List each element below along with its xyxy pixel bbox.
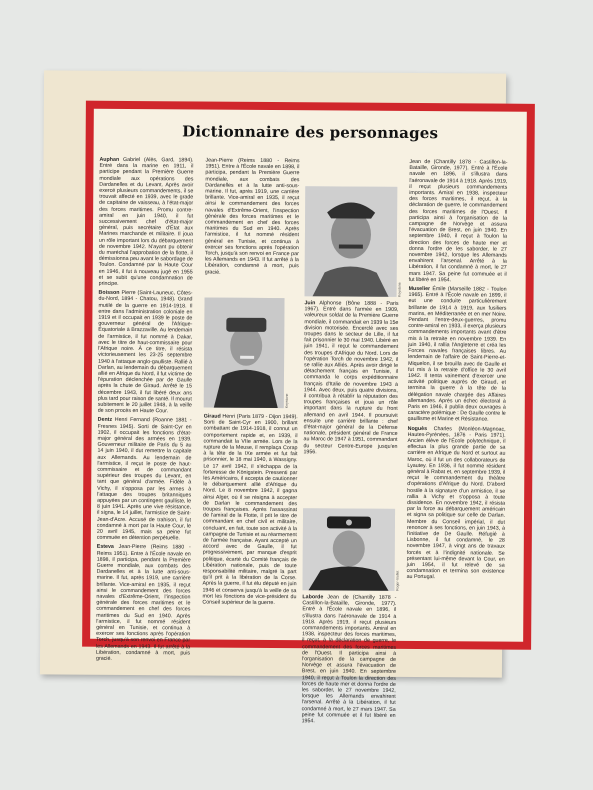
entry-name: Boisson (98, 290, 120, 297)
column-3-upper (303, 300, 398, 487)
entry-text: Jean de (Chantilly 1878 - Castillon-la-Bataille, Gironde, 1977). Entré à l'École navale en 1896, il s'illustra dans l'aéronavale de 1914 à 1918. Après 1919, il reçut plusieurs commandements importants. Amiral en 1938, inspecteur des forces maritimes, il reçut, à la déclaration de guerre, le commandement des forces maritimes de l'Ouest. Il participa ainsi à l'organisation de la campagne de Norvège et assura l'évacuation de Brest, en juin 1940. En septembre 1940, il reçut à Toulon la direction des forces de haute mer et donna l'ordre de les saborder, le 27 novembre 1942, lorsque les Allemands envahirent l'arsenal. Arrêté à la Libération, il fut condamné à mort, le 27 mars 1947. Sa peine fut commuée et il fut libéré en 1954. (301, 594, 397, 725)
photo-credit: Roger-Viollet (395, 570, 400, 591)
entry-juin (303, 300, 398, 456)
red-frame (82, 101, 535, 725)
entry-laborde-cont (409, 159, 508, 284)
entry-text: Charles (Monléon-Magnoac, Hautes-Pyrénées, 1876 - Paris 1971). Ancien élève de l'École polytechnique, il effectua la plus grande partie de sa carrière en Afrique du Nord et surtout au Maroc, où il fut un des collaborateurs de Lyautey. En 1936, il fut nommé résident général à Rabat et, en septembre 1939, il reçut le commandement du théâtre d'opérations d'Afrique du Nord. D'abord hostile à la signature d'un armistice, il se rallia à Vichy et s'opposa à toute dissidence. En novembre 1942, il résista par la force au débarquement américain et signa sa politique sur celle de Darlan. Membre du Conseil impérial, il dut renoncer à ses fonctions, en juin 1943, à l'initiative de De Gaulle. Réfugié à Lisbonne, il fut condamné, le 28 novembre 1947, à vingt ans de travaux forcés et à l'indignité nationale. Se présentant lui-même devant la Cour, en juin 1954, il fut relevé de sa condamnation et termina son existence au Portugal. (406, 425, 506, 581)
entry-esteva-cont (205, 158, 300, 277)
entry-text: Jean de (Chantilly 1878 - Castillon-la-Bataille, Gironde, 1977). Entré à l'École navale en 1896, il s'illustra dans l'aéronavale de 1914 à 1918. Après 1919, il reçut plusieurs commandements importants. Amiral en 1938, inspecteur des forces maritimes, il reçut, à la déclaration de guerre, le commandement des forces maritimes de l'Ouest. Il participa ainsi à l'organisation de la campagne de Norvège et assura l'évacuation de Brest, en juin 1940. En septembre 1940, il reçut à Toulon la direction des forces de haute mer et donna l'ordre de les saborder, le 27 novembre 1942, lorsque les Allemands envahirent l'arsenal. Arrêté à la Libération, il fut condamné à mort, le 27 mars 1947. Sa peine fut commuée et il fut libéré en 1954. (408, 158, 508, 284)
column-4 (406, 159, 507, 636)
entry-esteva (96, 544, 191, 663)
column-2-upper (205, 158, 300, 295)
entry-text: Gabriel (Alès, Gard, 1894). Entré dans la marine en 1911, il participe pendant la Première Guerre mondiale aux opérations des Dardanelles et du Levant. Après avoir exercé plusieurs commandements, il se trouvait affecté en 1939, avec le grade de capitaine de vaisseau, à l'état-major des forces maritimes. Promu contre-amiral en juin 1940, il fut successivement chef d'état-major général, puis secrétaire d'État aux Marines marchande et militaire. Il joua un rôle important lors du débarquement de novembre 1942. N'ayant pu obtenir du maréchal l'approbation de la flotte, il démissionna peu avant le sabordage de Toulon. Condamné par la Haute Cour en 1946, il fut à nouveau jugé en 1955 et se subit qu'une condamnation de principe. (98, 156, 194, 287)
entry-text: Émile (Marseille 1882 - Toulon 1965). Entré à l'École navale en 1899, il eut une conduite particulièrement brillante de 1914 à 1919, aux fusiliers marins, en Méditerranée et en mer Noire. Pendant l'entre-deux-guerres, promu contre-amiral en 1933, il exerça plusieurs commandements importants avant d'être mis à la retraite en novembre 1939. En juin 1940, il rallia l'Angleterre et créa les Forces navales françaises libres. Au lendemain de l'affaire de Saint-Pierre-et-Miquelon, il se brouilla avec de Gaulle et fut mis à la retraite d'office le 30 avril 1942. Il tenta vainement d'exercer une activité politique auprès de Giraud, et termina la guerre à la tête de la délégation navale chargée des Affaires allemandes. Après un échec électoral à Paris en 1946, il publia deux ouvrages à caractère polémique : De Gaulle contre le gaullisme et Marine et Résistance. (407, 286, 507, 423)
entry-giraud (202, 414, 297, 607)
column-3-lower (301, 594, 397, 725)
portrait-juin (305, 186, 398, 297)
entry-name: Muselier (408, 286, 431, 293)
laborde-photo-icon (302, 508, 395, 591)
column-1 (95, 156, 194, 662)
photo-credit: Keystone (284, 393, 289, 409)
column-2-lower (202, 414, 298, 631)
entry-boisson (98, 290, 193, 415)
entry-name: Juin (304, 300, 316, 307)
juin-photo-icon (305, 186, 398, 297)
entry-laborde (302, 594, 397, 725)
portrait-laborde (302, 508, 395, 591)
entry-auphan (99, 157, 194, 288)
entry-name: Giraud (203, 413, 221, 420)
entry-muselier (408, 286, 507, 423)
entry-dentz (97, 417, 192, 542)
entry-text: Alphonse (Bône 1888 - Paris 1967). Entré dans l'armée en 1909, valeureux soldat de la Première Guerre mondiale, il commandait en 1939 la 15e division motorisée. Encerclé avec ses troupes dans le secteur de Lille, il fut fait prisonnier le 30 mai 1940. Libéré en juin 1941, il reçut le commandement des troupes d'Afrique du Nord. Lors de l'opération Torch de novembre 1942, il se rallie aux Alliés. Après avoir dirigé le détachement français en Tunisie, il commanda le corps expéditionnaire français d'Italie de novembre 1943 à 1944. Avec deux, puis quatre divisions, il contribua à rétablir la réputation des troupes françaises et joua un rôle important dans la rupture du front allemand en avril 1944. Il poursuivit ensuite une carrière brillante : chef d'état-major général de la Défense nationale, président général de France au Maroc de 1947 à 1951, commandant du secteur Centre-Europe jusqu'en 1956. (303, 300, 399, 456)
photo-credit: Keystone (397, 282, 402, 297)
entry-name: Noguès (407, 425, 428, 432)
page-title: Dictionnaire des personnages (182, 122, 439, 143)
entry-name: Dentz (97, 417, 113, 424)
entry-nogues (407, 425, 506, 581)
giraud-photo-icon (204, 298, 285, 409)
entry-text: Jean-Pierre (Reims 1880 - Reims 1951). Entre à l'École navale en 1898, il participa, pendant la Première Guerre mondiale, aux combats des Dardanelles et à la lutte anti-sous-marine. Il fut, après 1919, une carrière brillante. Vice-amiral en 1935, il reçut ainsi le commandement des forces navales d'Extrême-Orient, l'inspection générale des forces maritimes et le commandement en chef des forces maritimes du Sud en 1940. Après l'armistice, il fut nommé résident général en Tunisie, et continua à exercer ses fonctions après l'opération Torch, jusqu'à son renvoi en France par les Allemands en 1943. Il fut arrêté à la Libération, condamné à mort, puis gracié. (95, 544, 191, 662)
portrait-giraud (204, 298, 285, 409)
entry-text: Jean-Pierre (Reims 1880 - Reims 1951). Entre à l'École navale en 1898, il participa, pendant la Première Guerre mondiale, aux combats des Dardanelles et à la lutte anti-sous-marine. Il fut, après 1919, une carrière brillante. Vice-amiral en 1935, il reçut ainsi le commandement des forces navales d'Extrême-Orient, l'inspection générale des forces maritimes et le commandement en chef des forces maritimes du Sud en 1940. Après l'armistice, il fut nommé résident général en Tunisie, et continua à exercer ses fonctions après l'opération Torch, jusqu'à son renvoi en France par les Allemands en 1943. Il fut arrêté à la Libération, condamné à mort, puis gracié. (204, 157, 300, 276)
entry-text: Henri (Paris 1879 - Dijon 1949). Sorti de Saint-Cyr en 1900, brillant combattant de 1914-1918, il connut un comportement rapide et, en 1939, il commandait la VIIe armée. Lors de la rupture de la Meuse, il remplaça Corap à la tête de la IXe armée et fut fait prisonnier, le 18 mai 1940, à Wassigny. Le 17 avril 1942, il s'échappa de la forteresse de Königstein. Pressenti par les Américains, il accepta de cautionner le débarquement allié d'Afrique du Nord. Le 8 novembre 1942, il gagna ainsi Alger, où il se résigna à accepter de Darlan le commandement des troupes françaises. Après l'assassinat de l'amiral de la Flotte, il prit le titre de commandant en chef civil et militaire, concluant, en fait, toute son activité à la campagne de Tunisie et au réarmement de l'armée française. Ayant accepté un accord avec de Gaulle, il fut progressivement, par manque d'esprit politique, écarté du Comité français de Libération nationale, puis de toute responsabilité militaire, malgré la part qu'il prit à la libération de la Corse. Après la guerre, il fut élu député en juin 1946 et conserva jusqu'à la veille de sa mort les fonctions de vice-président du Conseil supérieur de la guerre. (202, 413, 298, 607)
magazine-page (40, 70, 508, 725)
entry-text: Henri Fernand (Roanne 1881 - Fresnes 1945). Sorti de Saint-Cyr en 1902, il occupait les fonctions d'état-major général des armées en 1939. Gouverneur militaire de Paris du 5 au 14 juin 1940, il dut remettre la capitale aux Allemands. Au lendemain de l'armistice, il reçut le poste de haut-commissaire et de commandant supérieur des troupes du Levant, en tant que général d'armée. Fidèle à Vichy, il s'opposa par les armes à l'attaque des troupes britanniques appuyées par un contingent gaulliste, le 8 juin 1941. Après une vive résistance, il signa, le 14 juillet, l'armistice de Saint-Jean-d'Acre. Accusé de trahison, il fut condamné à mort par la Haute Cour, le 20 avril 1945, mais sa peine fut commuée en détention perpétuelle. (96, 417, 192, 542)
entry-name: Auphan (99, 156, 120, 163)
entry-text: Pierre (Saint-Launeuc, Côtes-du-Nord, 1894 - Chatou, 1948). Grand mutilé de la guerre en 1914-1918. Il entre dans l'administration coloniale en 1919 et il occupait en 1939 le poste de gouverneur général de l'Afrique-Équatoriale à Brazzaville. Au lendemain de l'armistice, il fut nommé à Dakar, avec le titre de haut-commissaire pour l'Afrique noire. À ce titre, il résista victorieusement les 23-25 septembre 1940 à l'attaque anglo-gaulliste. Rallié à Darlan, au lendemain du débarquement allié en Afrique du Nord, il fut victime de l'épuration déclenchée par de Gaulle après la chute de Giraud. Arrêté le 15 décembre 1943, il fut libéré deux ans plus tard pour raison de santé. Il mourut subitement le 20 juillet 1948, à la veille de son procès en Haute Cour. (97, 290, 193, 415)
entry-name: Laborde (302, 594, 324, 601)
entry-name: Esteva (96, 544, 114, 551)
